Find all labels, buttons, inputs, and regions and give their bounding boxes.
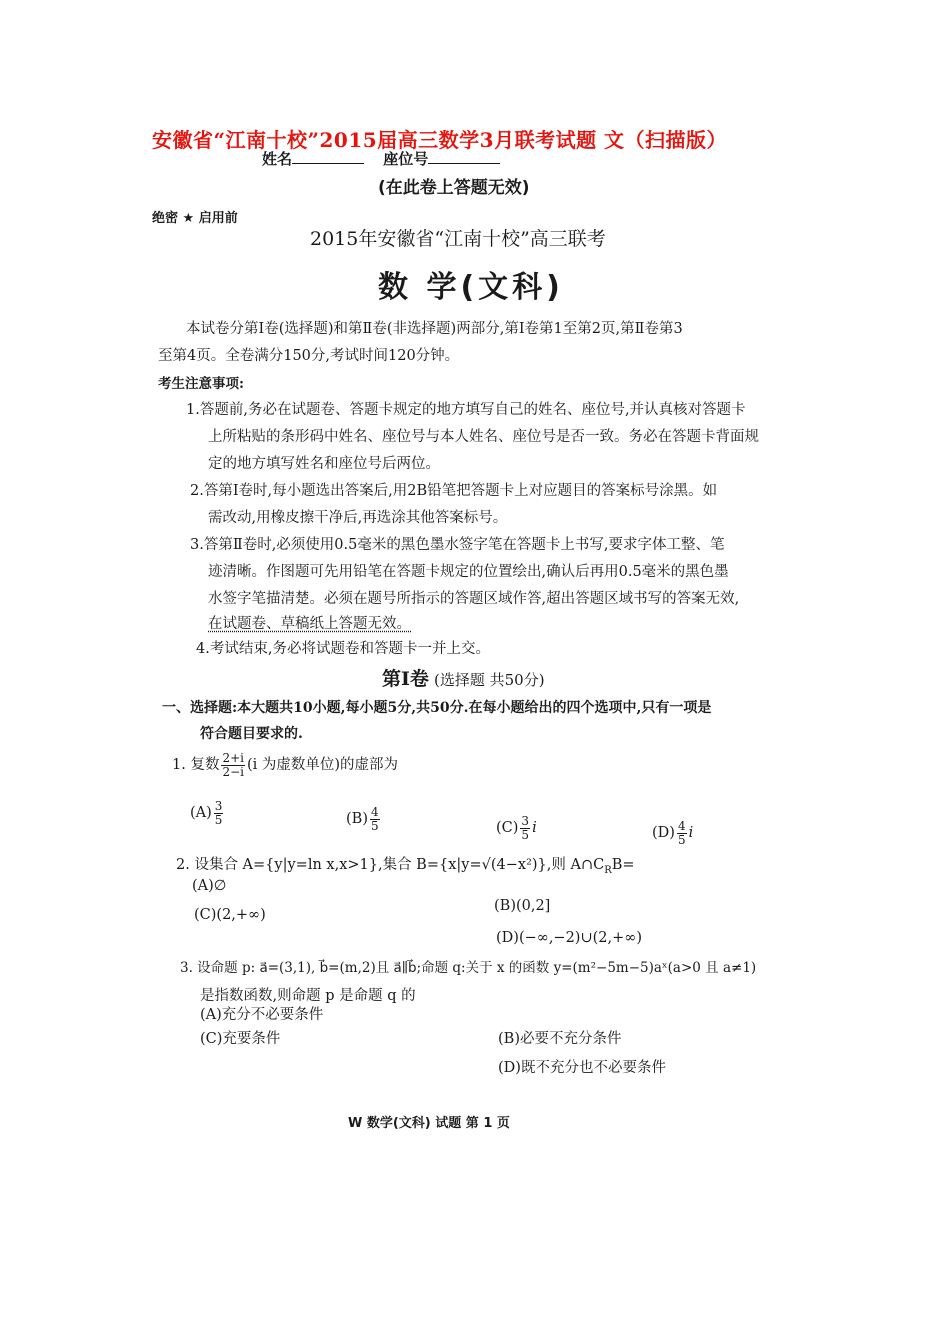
secret-mark: 绝密 ★ 启用前 [152,211,238,226]
q3-option-c: (C)充要条件 [200,1031,281,1047]
q1-fraction: $\frac{2+i}{2-i}$ [222,751,244,779]
exam-title: 2015年安徽省“江南十校”高三联考 [310,228,606,250]
q1-suffix: (i 为虚数单位)的虚部为 [246,757,399,774]
intro-line-2: 至第4页。全卷满分150分,考试时间120分钟。 [158,348,460,364]
seat-blank [428,163,500,164]
q2-option-a: (A)∅ [192,878,227,894]
note-1-line-3: 定的地方填写姓名和座位号后两位。 [208,456,440,472]
question-2-stem: 2. 设集合 A={y|y=ln x,x>1},集合 B={x|y=√(4−x²)},则 $A\cap C_RB=$ [176,857,635,876]
note-3-line-1: 3.答第Ⅱ卷时,必须使用0.5毫米的黑色墨水签字笔在答题卡上书写,要求字体工整、笔 [190,537,725,553]
q1-option-c: (C) $\frac{3}{5}$ i [496,814,537,842]
q2-option-b: (B)(0,2] [494,898,551,914]
document-title: 安徽省“江南十校”2015届高三数学3月联考试题 文（扫描版） [152,128,728,152]
note-3-line-4: 在试题卷、草稿纸上答题无效。 [208,616,411,632]
q3-option-a: (A)充分不必要条件 [200,1007,324,1023]
section-title: 第Ⅰ卷 [382,668,429,690]
note-1-line-2: 上所粘贴的条形码中姓名、座位号与本人姓名、座位号是否一致。务必在答题卡背面规 [208,429,759,445]
note-2-line-1: 2.答第Ⅰ卷时,每小题选出答案后,用2B铅笔把答题卡上对应题目的答案标号涂黑。如 [190,483,718,499]
q2-option-c: (C)(2,+∞) [194,907,266,923]
note-3-line-2: 迹清晰。作图题可先用铅笔在答题卡规定的位置绘出,确认后再用0.5毫米的黑色墨 [208,564,729,580]
q3-option-d: (D)既不充分也不必要条件 [498,1060,666,1076]
q1-option-b: (B) $\frac{4}{5}$ [346,805,379,833]
name-field-row [262,148,500,169]
q3-option-b: (B)必要不充分条件 [498,1031,622,1047]
page-footer: W 数学(文科) 试题 第 1 页 [348,1116,510,1131]
note-3-line-3: 水签字笔描清楚。必须在题号所指示的答题区域作答,超出答题区域书写的答案无效, [208,591,740,607]
invalid-note: (在此卷上答题无效) [378,178,530,198]
question-1-stem [172,752,398,778]
question-3-line-1: 3. 设命题 p: a⃗=(3,1), b⃗=(m,2)且 a⃗∥b⃗;命题 q:关于 x 的函数 y=(m²−5m−5)aˣ(a>0 且 a≠1) [180,960,757,976]
intro-line-1: 本试卷分第Ⅰ卷(选择题)和第Ⅱ卷(非选择题)两部分,第Ⅰ卷第1至第2页,第Ⅱ卷第3 [186,321,683,337]
question-3-line-2: 是指数函数,则命题 p 是命题 q 的 [200,988,416,1004]
seat-label: 座位号 [383,150,429,168]
q1-prefix: 1. 复数 [172,757,220,774]
q1-option-a: (A) $\frac{3}{5}$ [190,799,223,827]
name-blank [292,163,364,164]
q1-option-d: (D) $\frac{4}{5}$ i [652,819,694,847]
name-label: 姓名 [262,150,293,168]
note-1-line-1: 1.答题前,务必在试题卷、答题卡规定的地方填写自己的姓名、座位号,并认真核对答题卡 [186,402,746,418]
notes-heading: 考生注意事项: [158,376,244,392]
note-4: 4.考试结束,务必将试题卷和答题卡一并上交。 [196,641,490,657]
note-2-line-2: 需改动,用橡皮擦干净后,再选涂其他答案标号。 [208,510,508,526]
section-subtitle: (选择题 共50分) [433,671,545,689]
part1-line-2: 符合题目要求的. [200,726,303,742]
q2-option-d: (D)(−∞,−2)∪(2,+∞) [496,930,642,946]
subject-title: 数 学(文科) [378,270,564,305]
part1-line-1: 一、选择题:本大题共10小题,每小题5分,共50分.在每小题给出的四个选项中,只有一项是 [162,700,712,716]
section-heading [382,664,545,691]
